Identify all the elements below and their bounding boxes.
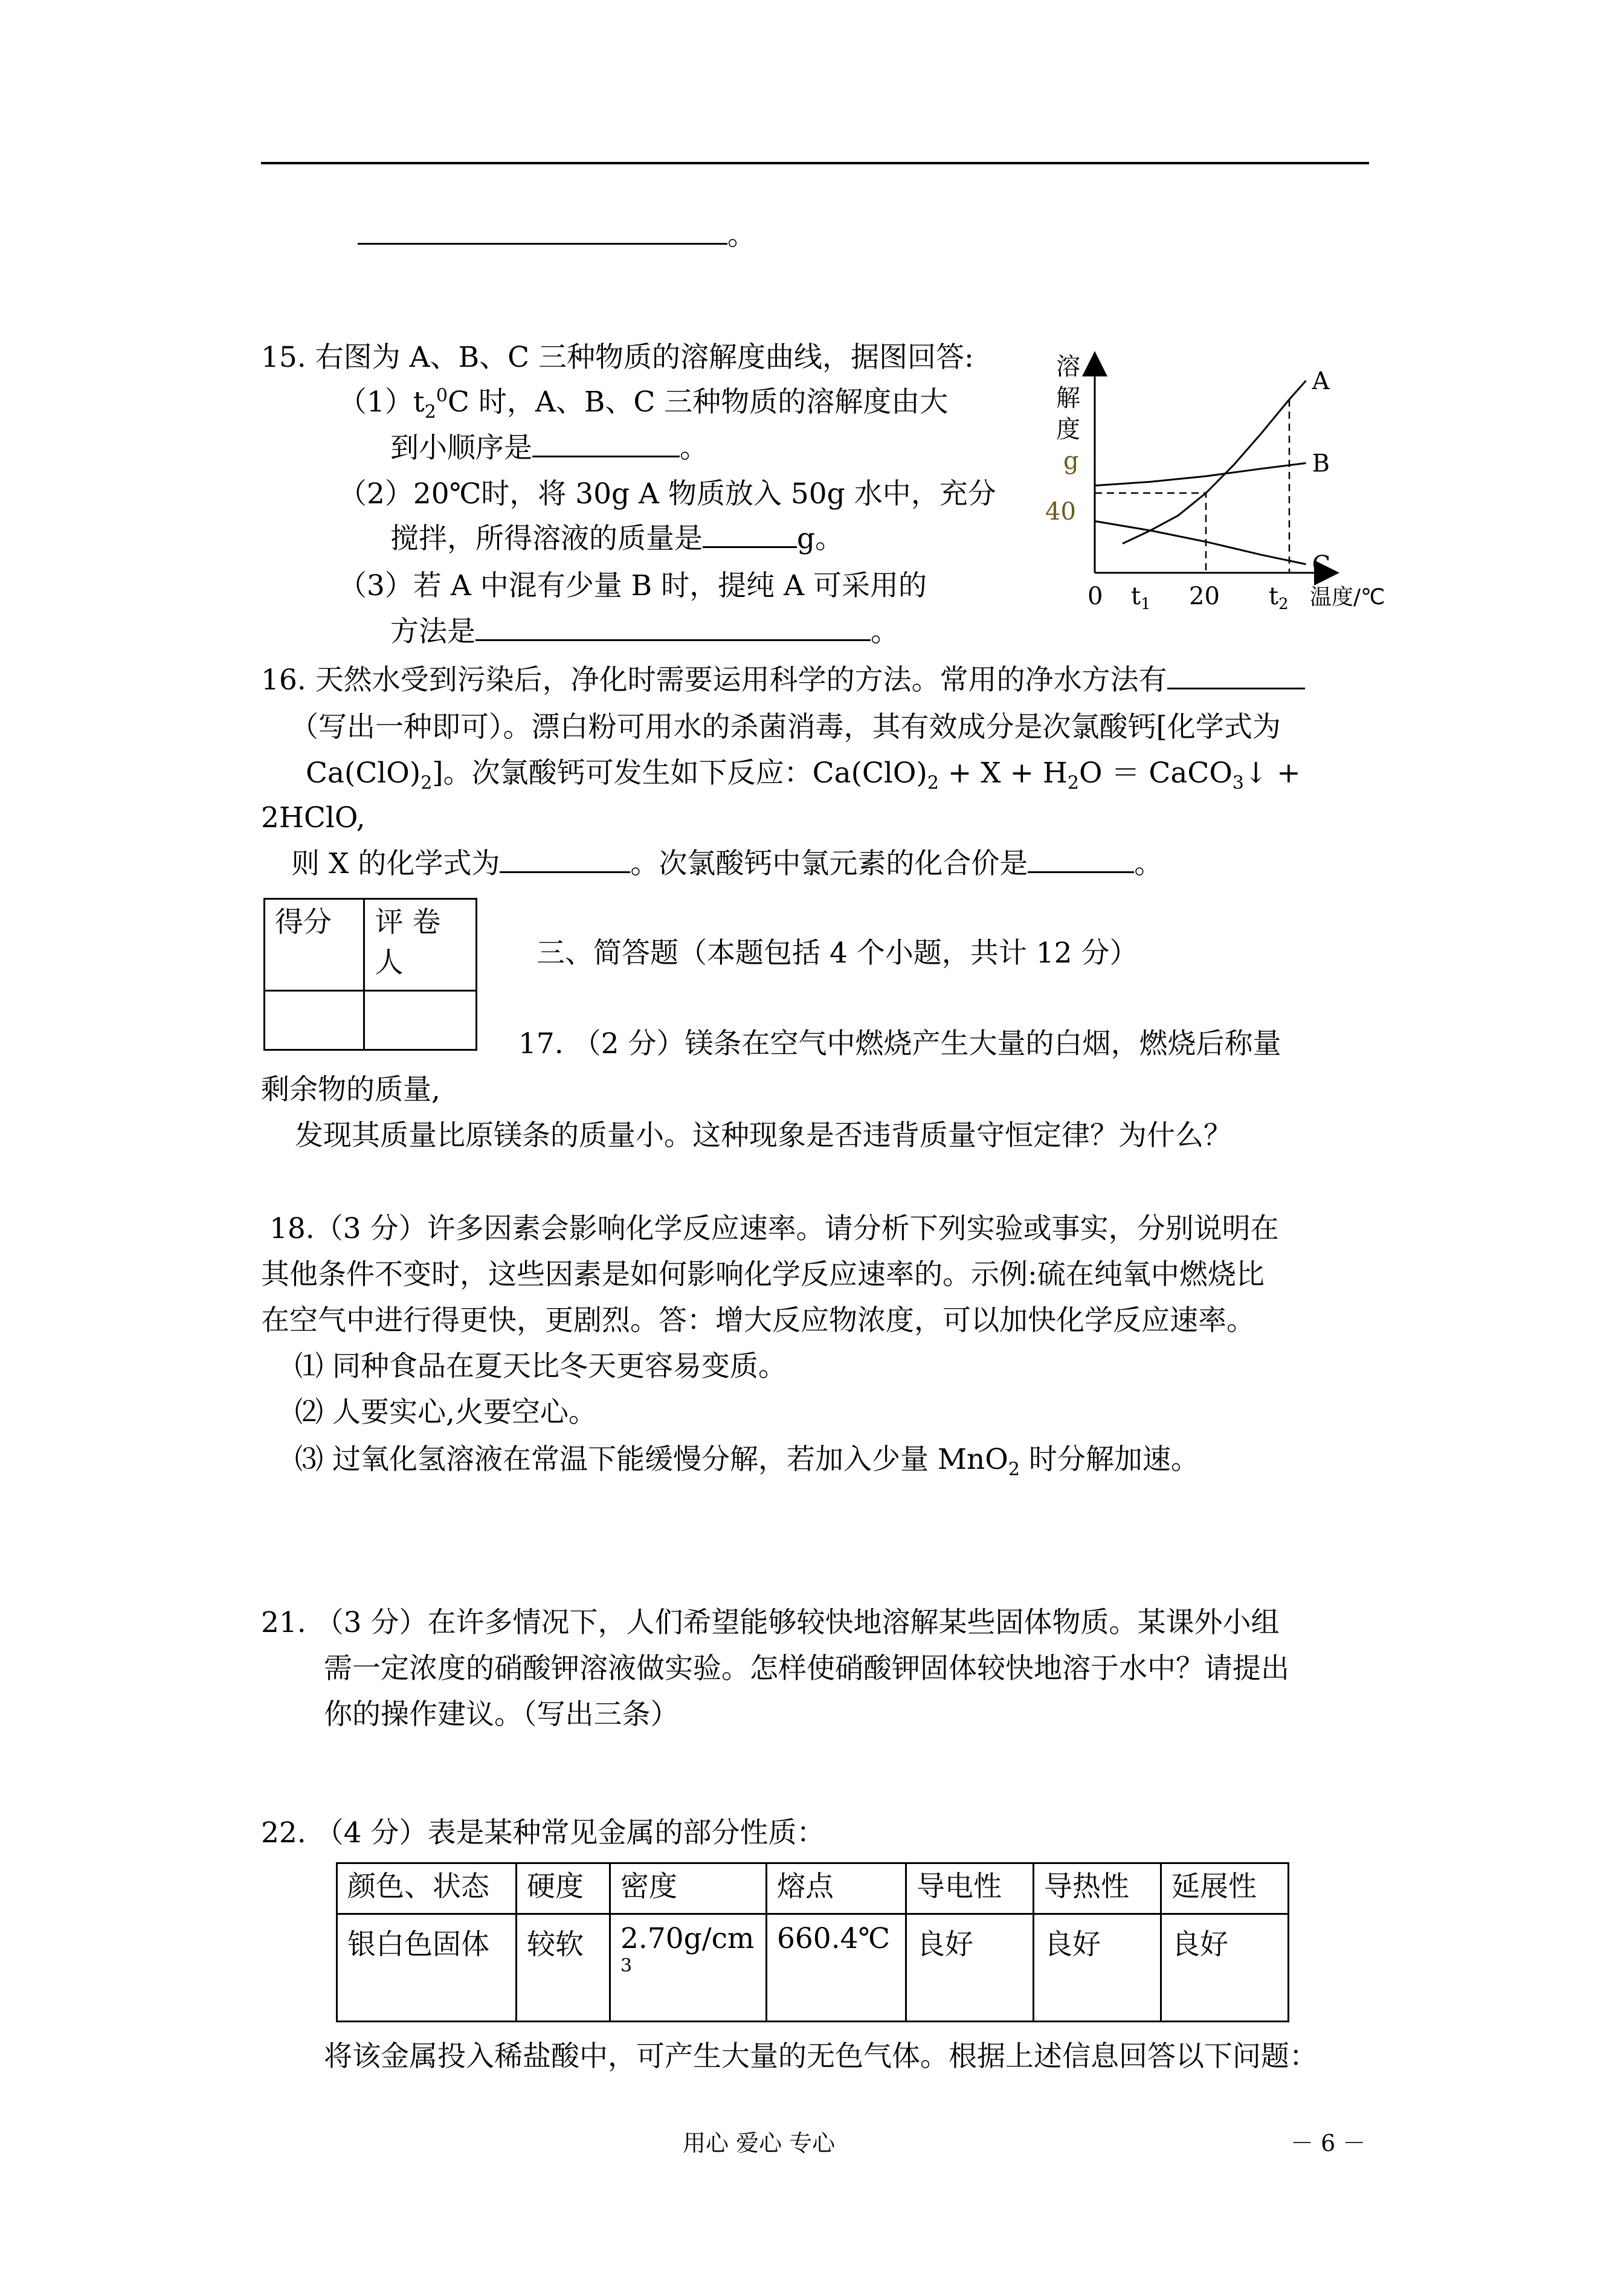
q15-part1-cont: 到小顺序是 。 [390,431,708,465]
q18-item3: ⑶ 过氧化氢溶液在常温下能缓慢分解，若加入少量 MnO$_2$ 时分解加速。 [295,1443,1199,1480]
grader-header: 评 卷 人 [364,899,477,991]
score-table [263,898,477,1051]
solubility-chart [1039,344,1414,616]
col-header-conductivity: 导电性 [906,1863,1034,1914]
col-header-appearance: 颜色、状态 [337,1863,517,1914]
ylabel-1: 溶 [1056,353,1080,381]
q18-item2: ⑵ 人要实心,火要空心。 [295,1396,597,1429]
q15-blank-1[interactable] [532,431,680,457]
series-label-B: B [1312,450,1330,478]
q15-blank-3[interactable] [475,615,871,641]
q18-line1: 18.（3 分）许多因素会影响化学反应速率。请分析下列实验或事实，分别说明在 [269,1212,1279,1245]
q18-line3: 在空气中进行得更快，更剧烈。答：增大反应物浓度，可以加快化学反应速率。 [261,1304,1255,1337]
section3-title: 三、简答题（本题包括 4 个小题，共计 12 分） [536,937,1138,970]
cell-ductility: 良好 [1161,1914,1289,2022]
curve-A [1123,381,1306,544]
col-header-density: 密度 [610,1863,767,1914]
page-number: － 6 － [1290,2130,1366,2156]
q15-intro: 15. 右图为 A、B、C 三种物质的溶解度曲线，据图回答: [261,341,974,374]
header-rule [261,162,1369,164]
cell-conductivity: 良好 [906,1914,1034,2022]
metal-properties-table [336,1862,1289,2022]
q22-after: 将该金属投入稀盐酸中，可产生大量的无色气体。根据上述信息回答以下问题： [324,2040,1318,2073]
score-header: 得分 [265,899,364,991]
x-tick-t2: $t_2$ [1269,582,1289,613]
series-label-C: C [1312,550,1331,579]
q15-part3: （3）若 A 中混有少量 B 时，提纯 A 可采用的 [338,569,927,602]
q18-item1: ⑴ 同种食品在夏天比冬天更容易变质。 [295,1350,787,1383]
q15-part2: （2）20℃时，将 30g A 物质放入 50g 水中，充分 [338,477,996,511]
q16-blank-3[interactable] [1028,847,1134,873]
cell-melting-point: 660.4℃ [767,1914,906,2022]
q15-part3-cont: 方法是 。 [390,615,899,648]
q16-blank-2[interactable] [500,847,630,873]
q22-intro: 22. （4 分）表是某种常见金属的部分性质： [261,1816,825,1850]
q15-blank-2[interactable] [703,522,797,548]
y-tick-40: 40 [1045,498,1076,526]
prev-answer-line: 。 [358,218,756,254]
q21-line3: 你的操作建议。（写出三条） [324,1698,679,1731]
cell-appearance: 银白色固体 [337,1914,517,2022]
q16-line2: （写出一种即可）。漂白粉可用水的杀菌消毒，其有效成分是次氯酸钙[化学式为 [290,711,1281,744]
q15-part2-cont: 搅拌，所得溶液的质量是 g。 [390,522,844,555]
x-tick-20: 20 [1189,582,1220,610]
col-header-melting-point: 熔点 [767,1863,906,1914]
x-tick-0: 0 [1088,582,1103,610]
footer-motto: 用心 爱心 专心 [683,2130,836,2156]
q15-part1: $(1)t_2^0C$ 时，A、B、C 三种物质的溶解度由大 [338,385,949,423]
q21-line1: 21. （3 分）在许多情况下，人们希望能够较快地溶解某些固体物质。某课外小组 [261,1606,1280,1639]
answer-blank[interactable] [358,219,727,245]
ylabel-unit: g [1063,447,1079,475]
q16-blank-1[interactable] [1167,663,1305,689]
q17-line2: 剩余物的质量, [261,1073,440,1106]
x-axis-label: 温度/℃ [1310,585,1385,610]
q21-line2: 需一定浓度的硝酸钾溶液做实验。怎样使硝酸钾固体较快地溶于水中？请提出 [324,1652,1289,1685]
series-label-A: A [1312,367,1330,395]
col-header-ductility: 延展性 [1161,1863,1289,1914]
cell-thermal: 良好 [1034,1914,1161,2022]
curve-B [1095,463,1306,485]
ylabel-2: 解 [1056,384,1080,412]
col-header-thermal: 导热性 [1034,1863,1161,1914]
q18-line2: 其他条件不变时，这些因素是如何影响化学反应速率的。示例:硫在纯氧中燃烧比 [261,1258,1265,1291]
q17-line1: 17. （2 分）镁条在空气中燃烧产生大量的白烟，燃烧后称量 [518,1027,1281,1060]
col-header-hardness: 硬度 [517,1863,610,1914]
q16-line4: 2HClO, [261,801,366,834]
ylabel-3: 度 [1056,416,1080,443]
cell-hardness: 较软 [517,1914,610,2022]
q16-line1: 16. 天然水受到污染后，净化时需要运用科学的方法。常用的净水方法有 [261,662,1305,698]
x-tick-t1: $t_1$ [1131,582,1151,613]
cell-density: 2.70g/cm 3 [610,1914,767,2022]
guide-dashed [1095,493,1206,573]
q16-line5: 则 X 的化学式为 。次氯酸钙中氯元素的化合价是 。 [291,847,1163,880]
q17-line3: 发现其质量比原镁条的质量小。这种现象是否违背质量守恒定律？为什么？ [295,1119,1232,1152]
score-cell[interactable] [265,991,364,1050]
q16-line3: $Ca(ClO)_2$]。次氯酸钙可发生如下反应：$Ca(ClO)_2 + X + H_2O$ ＝ CaCO$_3$↓ + [306,756,1301,794]
grader-cell[interactable] [364,991,477,1050]
